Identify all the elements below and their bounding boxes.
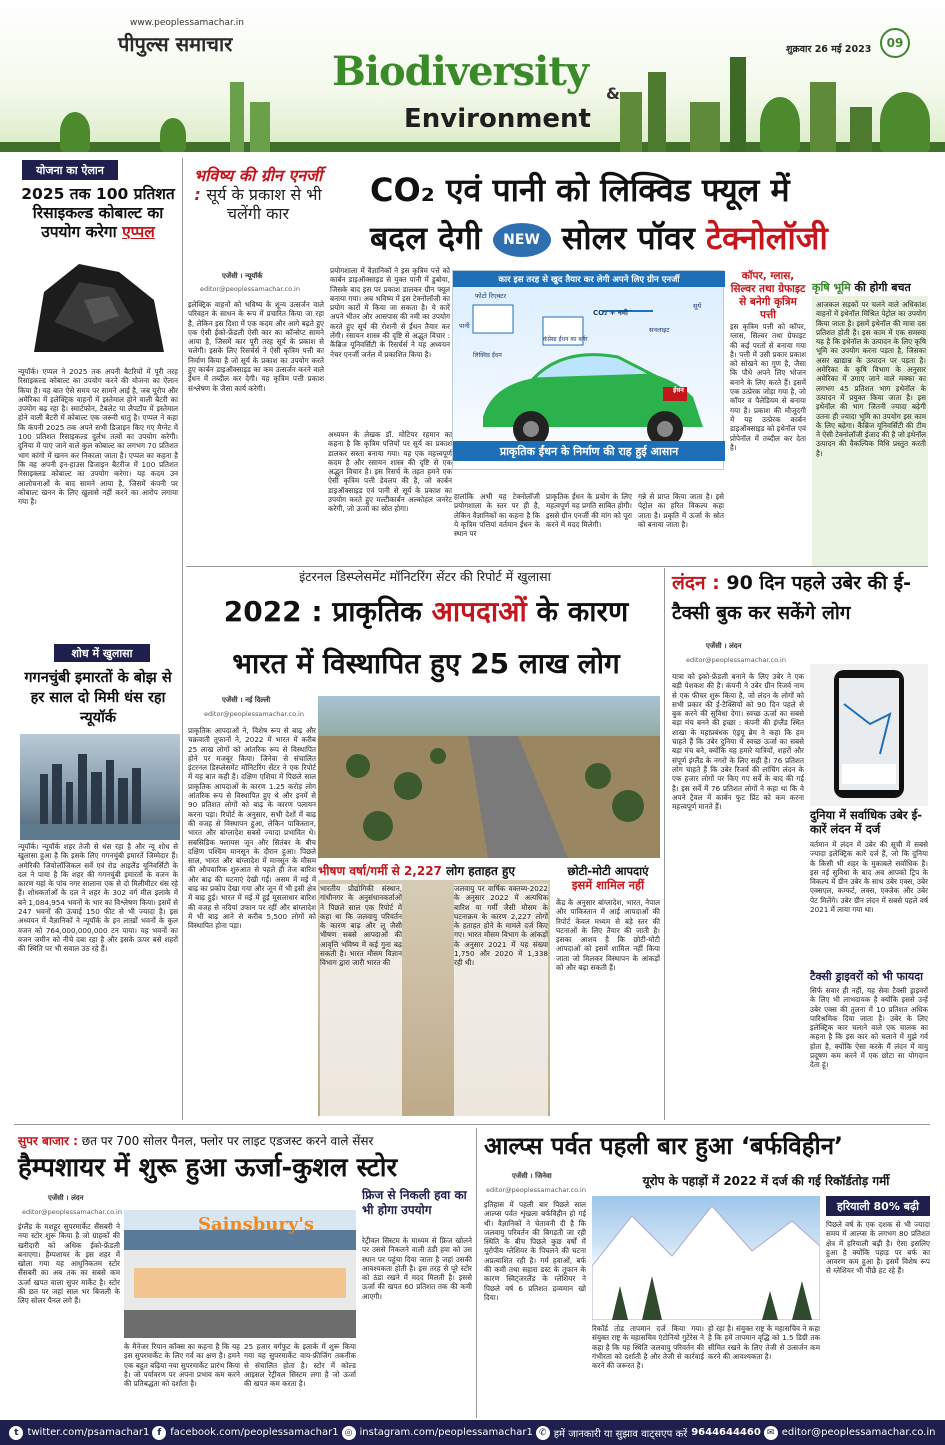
newyork-skyline-photo [20, 734, 180, 840]
building-icon [850, 107, 872, 152]
diagram-label-1: पानी [459, 322, 470, 330]
uber-sub2-headline: टैक्सी ड्राइवरों को भी फायदा [810, 970, 923, 983]
apple-body: न्यूयॉर्क। एप्पल ने 2025 तक अपनी बैटरियों में पूरी तरह रिसाइकल्ड कोबाल्ट का उपयोग करने की योजना का ऐलान किया है। यह बात ऐसे समय पर सामने आई है, जब यूरोप और अमेरिका में इलेक्ट्रिक वाहनों में इस्तेमाल होने वाली बैटरी का उपयोग बढ़ रहा है। स्मार्टफोन, टैबलेट या लैपटॉप में इस्तेमाल होने वाली बैटरी में कोबाल्ट एक जरूरी धातु है। एप्पल ने कहा कि कंपनी 2025 तक अपने सभी डिजाइन किए गए मैग्नेट में 100 प्रतिशत रिसाइकल्ड दुर्लभ तत्वों का उपयोग करेगी। दुनिया में पाए जाने वाले कुल कोबाल्ट का लगभग 70 प्रतिशत भाग कांगो में खनन कर निकाला जाता है। एप्पल का कहना है कि वह अपनी इन-हाउस डिजाइन बैटरीज में 100 प्रतिशत रिसाइक्लड कोबाल्ट का उपयोग करेगा। यह कदम उन आलोचनाओं के बाद सामने आया है, जिसमें कंपनी पर कोबाल्ट खनन के लिए खुलासे नहीं करने का आरोप लगाया गया है। [18, 367, 178, 507]
column-divider [664, 568, 665, 1120]
alps-photo [592, 1196, 820, 1320]
uber-sub2-body: सिर्फ सवार ही नहीं, यह सेवा टैक्सी ड्राइवरों के लिए भी लाभदायक है क्योंकि इससे उन्हें उबेर एक्स की तुलना में 10 प्रतिशत अधिक पारिश्रमिक दिया जाता है। उबेर के लिए इलेक्ट्रिक कार चलाने वाले एक चालक का कहना है कि इस कार को चलाने में मुझे गर्व होता है, क्योंकि ऐसा करके मैं लंदन में वायु प्रदूषण कम करने में एक छोटा सा योगदान देता हूं। [810, 986, 928, 1070]
diagram-note-3: गन्ने से प्राप्त किया जाता है। इसे पेट्रोल का हरित विकल्प कहा जाता है। प्रकृति में ऊर्जा के स्रोत को बनाया जाता है। [638, 492, 724, 529]
footer-whatsapp-text: हमें जानकारी या सुझाव वाट्सएप करें [553, 1428, 688, 1440]
uber-agency: एजेंसी । लंदन [706, 642, 742, 650]
diagram-title: कार इस तरह से खुद तैयार कर लेगी अपने लिए ग्रीन एनर्जी [453, 271, 725, 287]
uber-headline-a: लंदन : [672, 572, 720, 594]
copper-body: इस कृत्रिम पत्ती को कॉपर, ग्लास, सिल्वर तथा ग्रेफाइट की कई परतों से बनाया गया है। पत्ती में उसी प्रकार प्रकाश को सोखने का गुण है, जैसा कि पौधे अपने लिए भोजन बनाने के लिए करते हैं। इसमें एक उत्प्रेरक जोड़ा गया है, जो कॉपर व पैलेडियम से बनाया गया है। प्रकाश की मौजूदगी में यह उत्प्रेरक कार्बन डाइऑक्साइड को इथेनॉल एवं प्रोपेनॉल में तब्दील कर देता है। [730, 322, 806, 452]
footer-instagram-text: instagram.com/peoplessamachar1 [359, 1427, 533, 1438]
side-headline [556, 864, 660, 892]
footer-instagram[interactable] [342, 1426, 533, 1440]
stat-body-1: भारतीय प्रौद्योगिकी संस्थान, गांधीनगर के अनुसंधानकर्ताओं ने पिछले साल एक रिपोर्ट में कहा था कि जलवायु परिवर्तन के कारण बाढ़ और लू जैसी भीषण सबसे आपदाओं की आवृत्ति भविष्य में कई गुना बढ़ सकती है। भारत मौसम विज्ञान विभाग द्वारा जारी भारत की [320, 884, 402, 1116]
tree-icon [880, 92, 930, 152]
stat-headline-c: लोग हताहत हुए [446, 864, 516, 878]
uber-sub-headline: दुनिया में सर्वाधिक उबेर ई-कारें लंदन में दर्ज [810, 808, 923, 836]
store-box-headline: फ्रिज से निकली हवा का भी होगा उपयोग [362, 1188, 467, 1217]
solar-headline-part-a: बदल देगी [370, 219, 482, 257]
agri-body: आजकल सड़कों पर चलने वाले अधिकांश वाहनों में इथेनॉल मिश्रित पेट्रोल का उपयोग किया जाता है। इसमें इथेनॉल की मात्रा दस प्रतिशत होती है। इस काम में एक समस्या यह है कि इथेनॉल के उत्पादन के लिए कृषि भूमि का उपयोग करना पड़ता है, जिसका असर खाद्यान्न के उत्पादन पर पड़ता है। अमेरिका के कृषि विभाग के अनुसार अमेरिका में उगाए जाने वाले मक्का का लगभग 45 प्रतिशत भाग इथेनॉल के उत्पादन में प्रयुक्त किया जाता है। इस इथेनॉल की भाग जितनी ज्यादा बढ़ेगी उतना ही ज्यादा भूमि का उपयोग इस काम के लिए बढ़ेगा। कैंब्रिज यूनिवर्सिटी की टीम ने ऐसी टेक्नोलॉजी ईजाद की है जो इथेनॉल उत्पादन की वैकल्पिक विधि प्रस्तुत करती है। [816, 300, 926, 458]
disaster-agency: एजेंसी । नई दिल्ली [222, 696, 271, 704]
kicker-newyork: शोध में खुलासा [54, 644, 150, 662]
uber-headline [672, 568, 934, 628]
uber-email[interactable]: editor@peoplessamachar.co.in [686, 656, 786, 664]
mail-icon: ✉ [764, 1426, 778, 1440]
section-divider [186, 566, 928, 567]
tree-icon [60, 112, 90, 152]
store-email[interactable]: editor@peoplessamachar.co.in [22, 1208, 122, 1216]
footer-facebook[interactable] [152, 1426, 338, 1440]
diagram-label-2: CO₂ + नमी [593, 309, 628, 317]
alps-agency: एजेंसी । जिनेवा [512, 1172, 552, 1180]
footer-bar [0, 1420, 945, 1445]
newyork-headline: गगनचुंबी इमारतों के बोझ से हर साल दो मिमी धंस रहा न्यूयॉर्क [24, 670, 172, 726]
building-icon [250, 102, 270, 152]
store-kicker-a: सुपर बाजार : [18, 1134, 78, 1148]
disaster-headline-line2: भारत में विस्थापित हुए 25 लाख लोग [232, 647, 620, 680]
page-number: 09 [880, 28, 910, 58]
section-title-amp: & [606, 84, 620, 103]
twitter-icon: t [9, 1426, 23, 1440]
diagram-note-2: प्राकृतिक ईंधन के प्रयोग के लिए महत्वपूर्ण यह प्रगति साबित होगी। इससे ग्रीन एनर्जी की मांग को पूरा करने में मदद मिलेगी। [546, 492, 632, 529]
alps-body-2: रिकॉर्ड तोड़ तापमान दर्ज किया गया। संयुक्त राष्ट्र के महासचिव एंटोनियो गुटेरेस ने कहा है कि यह स्थिति जलवायु परिवर्तन की गंभीरता को दर्शाती है और तेजी से कार्रवाई करने की जरूरत है। [592, 1324, 704, 1371]
solar-body-2a [188, 440, 324, 566]
diagram-caption: प्राकृतिक ईंधन के निर्माण की राह हुई आसान [453, 441, 725, 461]
side-body: केंद्र के अनुसार बांग्लादेश, भारत, नेपाल और पाकिस्तान में आई आपदाओं की रिपोर्ट केवल मध्यम से बड़े स्तर की घटनाओं के लिए तैयार की जाती है। इसका आशय है कि छोटी-मोटी आपदाओं को इसमें शामिल नहीं किया जाता जो मिलकर विस्थापन के आंकड़ों को और बढ़ा सकती हैं। [556, 898, 660, 973]
agri-title-a: कृषि भूमि [812, 281, 851, 294]
uber-headline-b: 90 दिन पहले उबेर की ई-टैक्सी बुक कर सकेंगे लोग [672, 572, 911, 624]
store-body-3: 25 हजार वर्गफुट के इलाके में शुरू किया गया यह सुपरमार्केट वाय-फ्रीजिंग तकनीक से संचालित होता है। स्टोर में कोल्ड आइसल रेट्रीवल सिस्टम लगा है जो ऊर्जा की खपत कम करता है। [244, 1342, 356, 1389]
alps-headline: आल्प्स पर्वत पहली बार हुआ ‘बर्फविहीन’ [484, 1132, 844, 1160]
whatsapp-icon: ✆ [536, 1426, 550, 1440]
side-headline-a: छोटी-मोटी आपदाएं [567, 864, 649, 878]
diagram-label-3: सूर्य [693, 302, 702, 310]
alps-side-headline: हरियाली 80% बढ़ी [826, 1196, 930, 1216]
solar-body-3: अध्ययन के लेखक डॉ. मोटियर रहमान का कहना है कि कृत्रिम पत्तियों पर सूर्य का प्रकाश डालकर सस्ता बनाया गया। यह एक महत्त्वपूर्ण कदम है और रसायन शास्त्र की दृष्टि से एक अद्भुत विचार है। इस रिसर्च के तहत हमने एक ऐसी कृत्रिम पत्ती डेवलप की है, जो कार्बन डाइऑक्साइड एवं पानी से सूर्य के प्रकाश का उपयोग करते हुए मल्टीकार्बन अल्कोहल जनरेट करेगी, जो ऊर्जा का स्रोत होगा। [328, 430, 452, 514]
instagram-icon: ◎ [342, 1426, 356, 1440]
diagram-label-0: फोटो रिएक्टर [475, 292, 507, 300]
footer-email[interactable] [764, 1426, 936, 1440]
solar-headline-line1: CO₂ एवं पानी को लिक्विड फ्यूल में [370, 171, 790, 209]
tree-icon [160, 118, 186, 152]
disaster-headline-1c: के कारण [536, 595, 629, 628]
building-icon [230, 82, 244, 152]
building-icon [810, 82, 836, 152]
footer-phone: 9644644460 [691, 1427, 761, 1438]
store-body-2: के मैनेजर रियान कॉक्स का कहना है कि यह इस सुपरमार्केट के लिए गर्व का क्षण है। हमने एक बहुत बढ़िया नया सुपरमार्केट प्रारंभ किया है। जो पर्यावरण पर अपना प्रभाव कम करने की प्रतिबद्धता को दर्शाता है। [124, 1342, 240, 1389]
flood-photo [318, 696, 660, 858]
column-divider [476, 1128, 477, 1418]
alps-body-3: हो रहा है। संयुक्त राष्ट्र के महासचिव ने कहा है कि हमें तापमान वृद्धि को 1.5 डिग्री तक सीमित रखने के लिए तेजी से उत्सर्जन कम करने की आवश्यकता है। [708, 1324, 820, 1361]
new-badge: NEW [493, 223, 551, 257]
newyork-body: न्यूयॉर्क। न्यूयॉर्क शहर तेजी से धंस रहा है और न्यू शोध से खुलासा हुआ है कि इसके लिए गगनचुंबी इमारतें जिम्मेदार हैं। अमेरिकी जियोलॉजिकल सर्वे एवं रोड आइलैंड यूनिवर्सिटी के दल ने पाया है कि शहर की गगनचुंबी इमारतों के वजन के कारण यहां के पांच नगर सालाना एक से दो मिलीमीटर धंस रहे हैं। शोधकर्ताओं के दल ने शहर के 302 वर्ग मील इलाके में बने 1,084,954 भवनों के भार का विश्लेषण किया। इसमें से 247 भवनों की ऊंचाई 150 फीट से भी ज्यादा है। इस अध्ययन में वैज्ञानिकों ने न्यूयॉर्क के इन लाखों भवनों के कुल वजन को 764,000,000,000 टन पाया। यह भवनों का वजन जमीन को नीचे दबा रहा है और इसके ऊपर बसे शहरों की स्थिति पर भी सवाल उठ रहे हैं। [18, 842, 178, 954]
alps-body-1: इतिहास में पहली बार पिछले साल आल्प्स पर्वत शृंखला बर्फविहीन हो गई थी। वैज्ञानिकों ने चेतावनी दी है कि जलवायु परिवर्तन की बिगड़ती जा रही स्थिति के बीच पिछले कुछ वर्षों में यूरोपीय ग्लेशियर के पिघलने की घटना अप्रत्याशित रही है। गर्म हवाओं, बर्फ की कमी तथा सहारा डस्ट के तूफान के कारण स्विट्जरलैंड के ग्लेशियर ने पिछले वर्ष 6 प्रतिशत द्रव्यमान खो दिया। [484, 1200, 586, 1302]
store-sign: Sainsbury's [198, 1214, 314, 1235]
diagram-note-1: हालांकि अभी यह टेक्नोलॉजी प्रयोगशाला के स्तर पर ही है, लेकिन वैज्ञानिकों का कहना है कि ये कृत्रिम पत्तियां वर्तमान ईंधन के स्थान पर [454, 492, 540, 539]
solar-headline-line2 [370, 218, 930, 258]
masthead [0, 0, 945, 152]
uber-body: यात्रा को इको-फ्रेंडली बनाने के लिए उबेर ने एक बड़ी पेशकश की है। कंपनी ने उबेर ग्रीन रिजर्व नाम से एक फीचर शुरू किया है, जो लंदन के लोगों को सभी प्रकार की ई-टैक्सियों को 90 दिन पहले से बुक करने की सुविधा देगा। स्वच्छ ऊर्जा का सबसे बड़ा मंच बनने की इच्छा : कंपनी की इंग्लैंड स्थित शाखा के महाप्रबंधक एंड्रयू ब्रेम ने कहा कि हम चाहते हैं कि उबेर दुनिया में स्वच्छ ऊर्जा का सबसे बड़ा मंच बने, क्योंकि यह हमारे यात्रियों, शहरों और संपूर्ण इंग्लैंड के नगरों के लिए सही है। 76 प्रतिशत लोग चाहते हैं कि उबेर रिजर्व की लांचिंग लंदन के एक हजार लोगों पर किए गए सर्वे के बाद की गई है। इस सर्वे में 76 प्रतिशत लोगों ने कहा था कि वे अपने ट्रैवल में कार्बन फुट प्रिंट को कम करना महत्त्वपूर्ण मानते हैं। [672, 672, 804, 812]
solar-headline-part-b: सोलर पॉवर [561, 219, 695, 257]
diagram-label-5: कंप्रेस्ड ईंधन का बर्नर [543, 336, 588, 343]
uber-phone-photo [810, 664, 928, 806]
store-photo [124, 1210, 356, 1338]
solar-agency: एजेंसी । न्यूयॉर्क [222, 272, 263, 280]
building-icon [690, 102, 720, 152]
disaster-headline-1b: आपदाओं [431, 595, 527, 628]
diagram-label-6: लिक्विड ईंधन [473, 352, 502, 359]
footer-facebook-text: facebook.com/peoplessamachar1 [170, 1427, 339, 1438]
issue-date: शुक्रवार 26 मई 2023 [786, 44, 872, 55]
diagram-label-7: ईंधन [673, 386, 684, 394]
stat-headline-b: 2,227 [403, 864, 442, 878]
kicker-apple: योजना का ऐलान [22, 160, 118, 180]
side-headline-b: इसमें शामिल नहीं [571, 878, 645, 892]
solar-body-1: इलेक्ट्रिक वाहनों को भविष्य के शून्य उत्सर्जन वाले परिवहन के साधन के रूप में प्रचारित किया जा रहा है, लेकिन इस दिशा में एक कदम और आगे बढ़ते हुए एक ऐसी ईको-फ्रेंडली ऐसी कार का कॉन्सेप्ट सामने आया है, जिसमें कार पूरी तरह सूर्य के प्रकाश से चलेगी। इसके लिए रिसर्चर्स ने ऐसी कृत्रिम पत्ती का निर्माण किया है जो सूर्य के प्रकाश का उपयोग करते हुए कार्बन डाइऑक्साइड का कम उत्सर्जन करने वाले ईंधन में तब्दील कर देगी। यह कृत्रिम पत्ती प्रकाश संश्लेषण के जैसा कार्य करेगी। [188, 300, 324, 393]
stat-body-2: जलवायु पर वार्षिक वक्तव्य-2022 के अनुसार 2022 में अत्यधिक बारिश या गर्मी जैसी मौसम के घटनाक्रम के कारण 2,227 लोगों के हताहत होने के मामले दर्ज किए गए। भारत मौसम विभाग के आंकड़ों के अनुसार 2021 में यह संख्या 1,750 और 2020 में 1,338 रही थी। [454, 884, 548, 1116]
store-kicker [18, 1132, 472, 1149]
solar-body-2: प्रयोगशाला में वैज्ञानिकों ने इस कृत्रिम पत्ते को कार्बन डाइऑक्साइड से युक्त पानी में डुबोया, जिसके बाद इस पर प्रकाश डालकर ग्रीन फ्यूल बनाया गया। अब भविष्य में इस टेक्नोलॉजी का प्रयोग कारों में किया जा सकता है। ये कारें अपने भीतर और आसपास की नमी का उपयोग करते हुए सूर्य की रोशनी से ईंधन तैयार कर लेंगी। रसायन शास्त्र की दृष्टि से अद्भुत विचार : कैंब्रिज यूनिवर्सिटी के रिसर्चर्स ने यह अध्ययन नेचर एनर्जी जर्नल में प्रकाशित किया है। [330, 266, 450, 359]
solar-email[interactable]: editor@peoplessamachar.co.in [200, 285, 300, 293]
store-agency: एजेंसी । लंदन [48, 1194, 84, 1202]
diagram-label-4: सनलाइट [649, 326, 670, 334]
section-title-biodiversity: Biodiversity [332, 48, 589, 95]
website-url[interactable]: www.peoplessamachar.in [130, 18, 244, 28]
alps-email[interactable]: editor@peoplessamachar.co.in [486, 1186, 586, 1194]
disaster-headline-1a: 2022 : प्राकृतिक [223, 595, 422, 628]
disaster-kicker: इंटरनल डिस्प्लेसमेंट मॉनिटरिंग सेंटर की रिपोर्ट में खुलासा [299, 569, 551, 584]
building-icon [648, 72, 666, 152]
cobalt-photo [24, 252, 174, 364]
apple-headline [20, 185, 176, 242]
disaster-email[interactable]: editor@peoplessamachar.co.in [204, 710, 304, 718]
section-divider [14, 1124, 930, 1125]
newspaper-logo: पीपुल्स समाचार [118, 32, 233, 56]
green-energy-diagram [452, 270, 724, 470]
alps-side-body: पिछले वर्ष के एक दशक से भी ज्यादा समय में आल्प्स के लगभग 80 प्रतिशत क्षेत्र में हरियाली बढ़ी है। ऐसा इसलिए हुआ है क्योंकि पहाड़ पर बर्फ का आवरण कम हुआ है। इसमें विशेष रूप से ग्लेशियर भी पीछे हट रहे हैं। [826, 1220, 930, 1276]
disaster-headline-line1 [196, 594, 656, 630]
disaster-body: प्राकृतिक आपदाओं ने, विशेष रूप से बाढ़ और चक्रवाती तूफानों ने, 2022 में भारत में करीब 25 लाख लोगों को आंतरिक रूप से विस्थापित होने पर मजबूर किया। जिनेवा से संचालित इंटरनल डिस्प्लेसमेंट मॉनिटरिंग सेंटर ने एक रिपोर्ट में यह बात कही है। दक्षिण एशिया में पिछले साल प्राकृतिक आपदाओं के कारण 1.25 करोड़ लोग आंतरिक रूप से विस्थापित हुए थे और इनमें से 90 प्रतिशत लोगों को बाढ़ के कारण पलायन करना पड़ा। रिपोर्ट के अनुसार, सभी देशों में बाढ़ की वजह से विस्थापन हुआ, लेकिन पाकिस्तान, भारत और बांग्लादेश सबसे ज्यादा प्रभावित थे। सबसिडिक फ्लायस जून और सितंबर के बीच दक्षिण पश्चिम मानसून के दौरान हुआ। पिछले साल, भारत और बांग्लादेश में मानसून के मौसम की औपचारिक शुरुआत से पहले ही तेज बारिश और बाढ़ की घटनाएं देखी गईं। असम में मई में बाढ़ का प्रकोप देखा गया और जून में भी इसी क्षेत्र में बाढ़ हुई। भारत में मई में हुई मूसलाधार बारिश की वजह से नदियां उफान पर रहीं और बांग्लादेश में भी बाढ़ आने से करीब 5,500 लोगों को विस्थापित होना पड़ा। [188, 726, 316, 931]
stat-headline-a: भीषण वर्षा/गर्मी से [318, 864, 400, 878]
section-title-environment: Environment [404, 104, 591, 134]
stat-headline [318, 862, 548, 879]
solar-headline-part-c: टेक्नोलॉजी [706, 219, 828, 257]
footer-email-text: editor@peoplessamachar.co.in [781, 1427, 936, 1438]
agri-title [812, 280, 928, 295]
facebook-icon: f [152, 1426, 166, 1440]
store-kicker-b: छत पर 700 सोलर पैनल, फ्लोर पर लाइट एडजस्ट करने वाले सेंसर [81, 1134, 374, 1148]
store-box-body: रेट्रीवल सिस्टम के माध्यम से फ्रिज खोलने पर उससे निकलने वाली ठंडी हवा को उस स्थान पर पहुंचा दिया जाता है जहां उसकी आवश्यकता होती है। इस तरह से पूरे स्टोर को ठंडा रखने में मदद मिलती है। इससे ऊर्जा की खपत 60 प्रतिशत तक की कमी आएगी। [362, 1236, 472, 1301]
alps-sub: यूरोप के पहाड़ों में 2022 में दर्ज की गई रिकॉर्डतोड़ गर्मी [642, 1174, 890, 1188]
store-body-1: इंग्लैंड के मशहूर सुपरमार्केट सैंसबरी ने नया स्टोर शुरू किया है जो ग्राहकों की खरीदारी को अधिक ईको-फ्रेंडली बनाएगा। हैम्पशायर के इस शहर में खोला गया यह आधुनिकतम स्टोर सैंसबरी का अब तक का सबसे कम ऊर्जा खपत वाला सुपर मार्केट है। स्टोर की छत पर जहां साल भर बिजली के लिए सोलर पैनल लगे हैं। [18, 1222, 120, 1306]
building-icon [730, 57, 746, 152]
ground-strip [0, 142, 945, 152]
apple-headline-brand: एप्पल [122, 223, 155, 241]
solar-kicker-red: भविष्य की ग्रीन एनर्जी : [193, 166, 323, 204]
solar-kicker [188, 166, 328, 223]
agri-title-b: की होगी बचत [854, 281, 911, 294]
footer-whatsapp[interactable] [536, 1426, 761, 1440]
footer-twitter[interactable] [9, 1426, 149, 1440]
copper-headline: कॉपर, ग्लास, सिल्वर तथा ग्रेफाइट से बनेगी कृत्रिम पत्ती [730, 270, 806, 321]
solar-kicker-rest: सूर्य के प्रकाश से भी चलेंगी कार [206, 185, 322, 223]
footer-twitter-text: twitter.com/psamachar1 [27, 1427, 150, 1438]
apple-headline-text: 2025 तक 100 प्रतिशत रिसाइकल्ड कोबाल्ट का उपयोग करेगा [21, 185, 175, 241]
uber-sub-body: वर्तमान में लंदन में उबेर की सूची में सबसे ज्यादा इलेक्ट्रिक कारें दर्ज हैं, जो कि दुनिया के किसी भी शहर के मुकाबले सर्वाधिक है। इस नई सुविधा के बाद अब आपको ट्रिप के विकल्प में ग्रीन उबेर के साथ उबेर एक्स, उबेर एक्सएल, कम्फर्ट, लक्स, एक्जेक और उबेर पेट मिलेंगे। उबेर ग्रीन लंदन में सबसे पहले वर्ष 2021 में लाया गया था। [810, 840, 928, 915]
building-icon [620, 92, 642, 152]
tree-icon [760, 97, 800, 152]
column-divider [182, 158, 183, 1120]
store-headline: हैम्पशायर में शुरू हुआ ऊर्जा-कुशल स्टोर [18, 1153, 398, 1183]
